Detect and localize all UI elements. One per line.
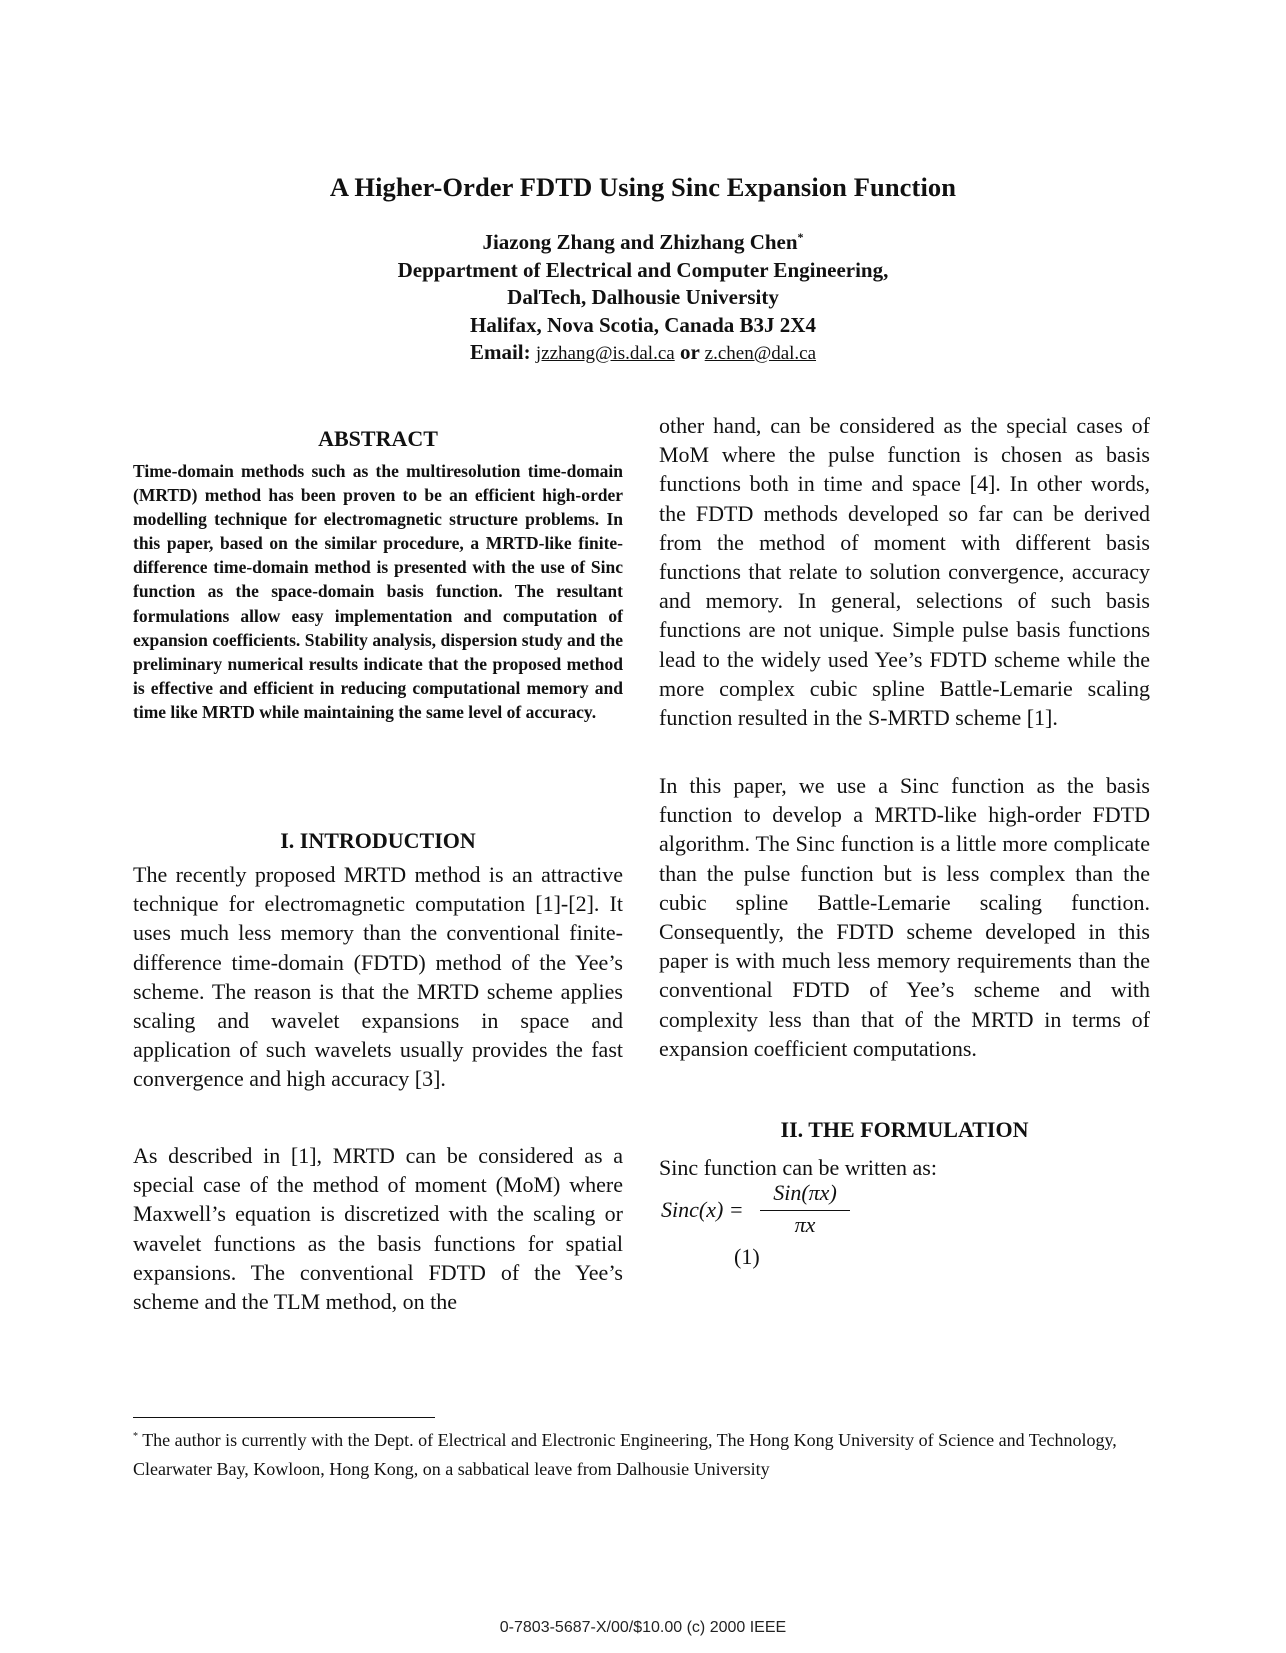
formulation-heading: II. THE FORMULATION — [780, 1117, 1029, 1142]
equation-lhs: Sinc(x) = — [661, 1197, 744, 1222]
formulation-intro: Sinc function can be written as: — [659, 1155, 937, 1180]
footnote-text: The author is currently with the Dept. of Electrical and Electronic Engineering, The Hong Kong University of Science and Technology, Clearwater Bay, Kowloon, Hong Kong, on a sabbatical leave from Dalhousie University — [133, 1430, 1117, 1479]
introduction-paragraph-2: As described in [1], MRTD can be considered as a special case of the method of moment (MoM) where Maxwell’s equation is discretized with the scaling or wavelet functions as the basis functions for spatial expansions. The conventional FDTD of the Yee’s scheme and the TLM method, on the — [133, 1143, 623, 1315]
email-link-2[interactable]: z.chen@dal.ca — [704, 343, 817, 364]
email-separator: or — [679, 340, 700, 364]
equation-numerator: Sin(πx) — [773, 1180, 837, 1205]
authors: Jiazong Zhang and Zhizhang Chen — [482, 230, 798, 254]
equation-number: (1) — [734, 1244, 760, 1269]
affiliation-line-1: Deppartment of Electrical and Computer Engineering, — [397, 258, 889, 282]
equation-denominator: πx — [794, 1212, 816, 1237]
affiliation-line-2: DalTech, Dalhousie University — [507, 285, 779, 309]
abstract-text: Time-domain methods such as the multiresolution time-domain (MRTD) method has been proven to be an efficient high-order modelling technique for electromagnetic structure problems. In this paper, based on the similar procedure, a MRTD-like finite-difference time-domain method is presented with the use of Sinc function as the space-domain basis function. The resultant formulations allow easy implementation and computation of expansion coefficients. Stability analysis, dispersion study and the preliminary numerical results indicate that the proposed method is effective and efficient in reducing computational memory and time like MRTD while maintaining the same level of accuracy. — [133, 461, 623, 722]
email-link-1[interactable]: jzzhang@is.dal.ca — [535, 343, 675, 364]
introduction-paragraph-2-continued: other hand, can be considered as the special cases of MoM where the pulse function is chosen as basis functions both in time and space [4]. In other words, the FDTD methods developed so far can be derived from the method of moment with different basis functions that relate to solution convergence, accuracy and memory. In general, selections of such basis functions are not unique. Simple pulse basis functions lead to the widely used Yee’s FDTD scheme while the more complex cubic spline Battle-Lemarie scaling function resulted in the S-MRTD scheme [1]. — [659, 413, 1150, 731]
footnote-mark: * — [133, 1431, 138, 1442]
abstract-heading: ABSTRACT — [318, 426, 438, 451]
footnote — [133, 1422, 1163, 1484]
introduction-heading: I. INTRODUCTION — [280, 828, 476, 853]
paper-title: A Higher-Order FDTD Using Sinc Expansion Function — [329, 172, 957, 202]
affiliation-line-3: Halifax, Nova Scotia, Canada B3J 2X4 — [470, 313, 816, 337]
footnote-rule — [133, 1417, 435, 1418]
copyright-notice: 0-7803-5687-X/00/$10.00 (c) 2000 IEEE — [499, 1619, 787, 1636]
author-footnote-mark: * — [797, 230, 804, 244]
introduction-paragraph-1: The recently proposed MRTD method is an attractive technique for electromagnetic computation [1]-[2]. It uses much less memory than the conventional finite-difference time-domain (FDTD) method of the Yee’s scheme. The reason is that the MRTD scheme applies scaling and wavelet expansions in space and application of such wavelets usually provides the fast convergence and high accuracy [3]. — [133, 862, 623, 1092]
introduction-paragraph-3: In this paper, we use a Sinc function as the basis function to develop a MRTD-like high-order FDTD algorithm. The Sinc function is a little more complicate than the pulse function but is less complex than the cubic spline Battle-Lemarie scaling function. Consequently, the FDTD scheme developed in this paper is with much less memory requirements than the conventional FDTD of Yee’s scheme and with complexity less than that of the MRTD in terms of expansion coefficient computations. — [659, 773, 1150, 1061]
equation-fraction-bar — [760, 1210, 850, 1211]
email-line — [0, 340, 1286, 365]
author-line — [0, 230, 1286, 255]
email-label: Email: — [469, 340, 531, 364]
